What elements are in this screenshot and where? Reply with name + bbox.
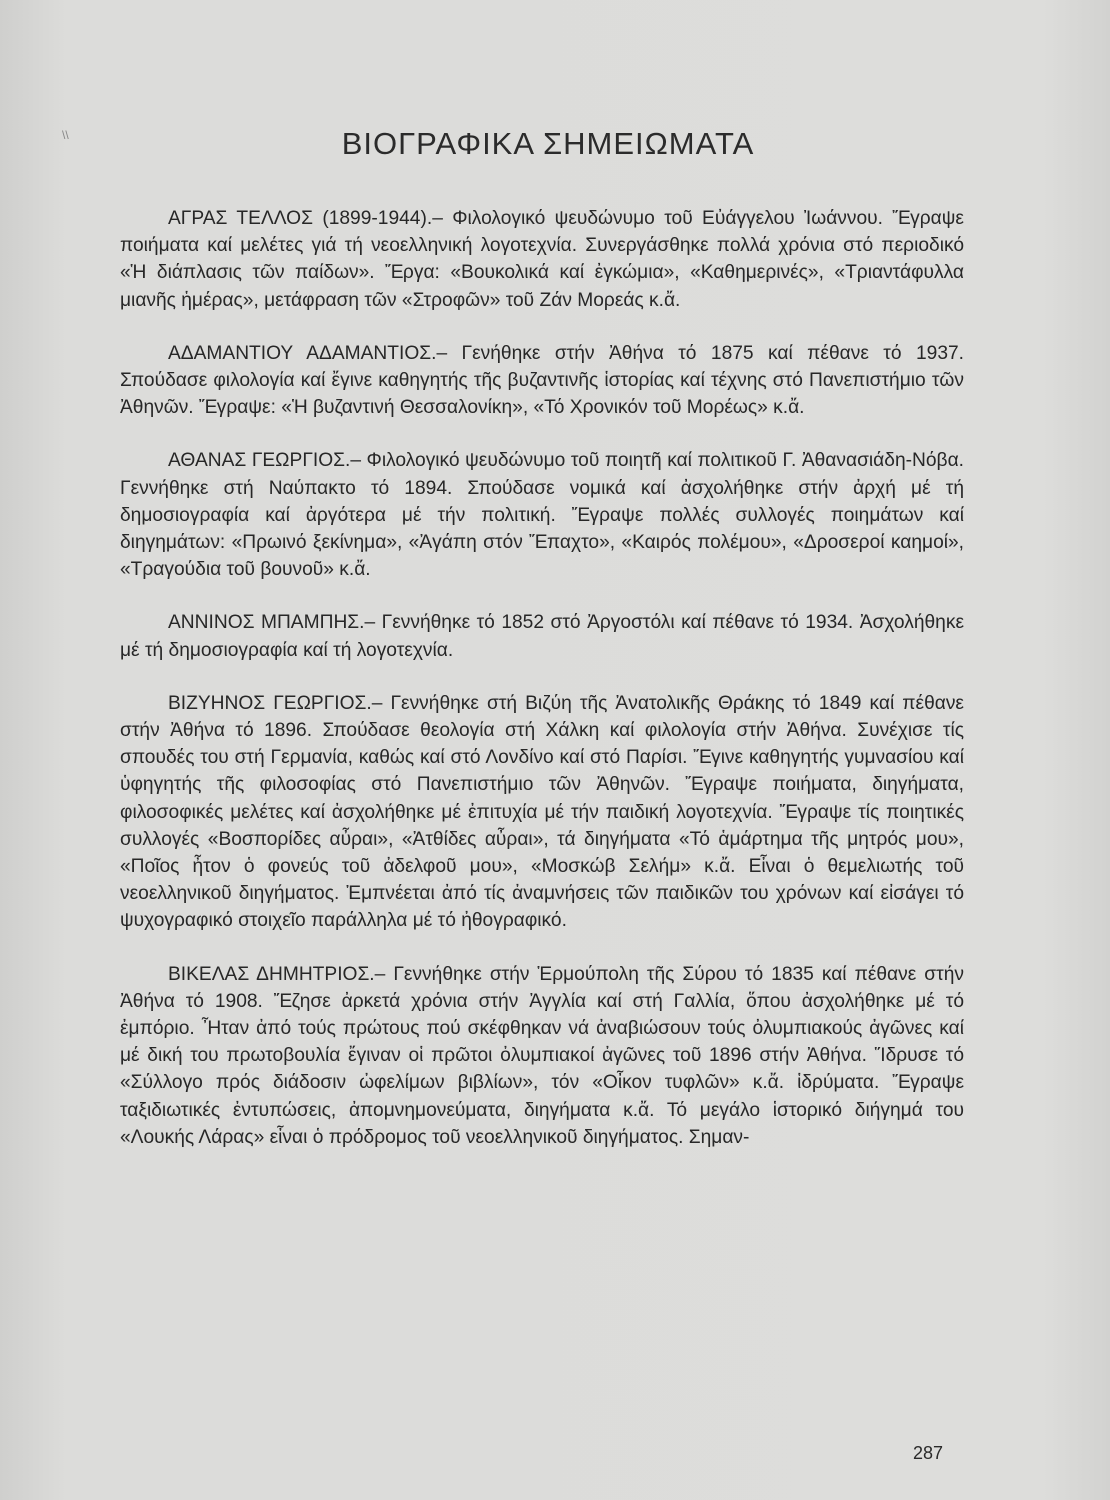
entry-vikelas-dimitrios: ΒΙΚΕΛΑΣ ΔΗΜΗΤΡΙΟΣ.– Γεννήθηκε στήν Ἑρμούπολη τῆς Σύρου τό 1835 καί πέθανε στήν Ἀθήνα τό 1908. Ἔζησε ἀρκετά χρόνια στήν Ἀγγλία καί στή Γαλλία, ὅπου ἀσχολήθηκε μέ τό ἐμπόριο. Ἦταν ἀπό τούς πρώτους πού σκέφθηκαν νά ἀναβιώσουν τούς ὀλυμπιακούς ἀγῶνες καί μέ δική του πρωτοβουλία ἔγιναν οἱ πρῶτοι ὀλυμπιακοί ἀγῶνες τοῦ 1896 στήν Ἀθήνα. Ἵδρυσε τό «Σύλλογο πρός διάδοσιν ὠφελίμων βιβλίων», τόν «Οἶκον τυφλῶν» κ.ἄ. ἱδρύματα. Ἔγραψε ταξιδιωτικές ἐντυπώσεις, ἀπομνημονεύματα, διηγήματα κ.ἄ. Τό μεγάλο ἱστορικό διήγημά του «Λουκής Λάρας» εἶναι ὁ πρόδρομος τοῦ νεοελληνικοῦ διηγήματος. Σημαν- — [120, 963, 964, 1148]
page-title: ΒΙΟΓΡΑΦΙΚΑ ΣΗΜΕΙΩΜΑΤΑ — [341, 126, 755, 161]
entry-athanas-georgios: ΑΘΑΝΑΣ ΓΕΩΡΓΙΟΣ.– Φιλολογικό ψευδώνυμο τοῦ ποιητῆ καί πολιτικοῦ Γ. Ἀθανασιάδη-Νόβα. Γεννήθηκε στή Ναύπακτο τό 1894. Σπούδασε νομικά καί ἀσχολήθηκε στήν ἀρχή μέ τή δημοσιογραφία καί ἀργότερα μέ τήν πολιτική. Ἔγραψε πολλές συλλογές ποιημάτων καί διηγημάτων: «Πρωινό ξεκίνημα», «Ἀγάπη στόν Ἔπαχτο», «Καιρός πολέμου», «Δροσεροί καημοί», «Τραγούδια τοῦ βουνοῦ» κ.ἄ. — [120, 450, 964, 581]
entry-anninos-mpampis: ΑΝΝΙΝΟΣ ΜΠΑΜΠΗΣ.– Γεννήθηκε τό 1852 στό Ἀργοστόλι καί πέθανε τό 1934. Ἀσχολήθηκε μέ τή δημοσιογραφία καί τή λογοτεχνία. — [120, 612, 964, 661]
margin-mark: \\ — [62, 128, 69, 142]
entry-adamantiou-adamantios: ΑΔΑΜΑΝΤΙΟΥ ΑΔΑΜΑΝΤΙΟΣ.– Γενήθηκε στήν Ἀθήνα τό 1875 καί πέθανε τό 1937. Σπούδασε φιλολογία καί ἔγινε καθηγητής τῆς βυζαντινῆς ἱστορίας καί τέχνης στό Πανεπιστήμιο τῶν Ἀθηνῶν. Ἔγραψε: «Ἡ βυζαντινή Θεσσαλονίκη», «Τό Χρονικόν τοῦ Μορέως» κ.ἄ. — [120, 342, 964, 419]
biography-entries — [120, 205, 964, 1151]
entry-vizyinos-georgios: ΒΙΖΥΗΝΟΣ ΓΕΩΡΓΙΟΣ.– Γεννήθηκε στή Βιζύη τῆς Ἀνατολικῆς Θράκης τό 1849 καί πέθανε στήν Ἀθήνα τό 1896. Σπούδασε θεολογία στή Χάλκη καί φιλολογία στήν Ἀθήνα. Συνέχισε τίς σπουδές του στή Γερμανία, καθώς καί στό Λονδίνο καί στό Παρίσι. Ἔγινε καθηγητής γυμνασίου καί ὑφηγητής τῆς φιλοσοφίας στό Πανεπιστήμιο τῶν Ἀθηνῶν. Ἔγραψε ποιήματα, διηγήματα, φιλοσοφικές μελέτες καί ἀσχολήθηκε μέ ἐπιτυχία μέ τήν παιδική λογοτεχνία. Ἔγραψε τίς ποιητικές συλλογές «Βοσπορίδες αὖραι», «Ἀτθίδες αὖραι», τά διηγήματα «Τό ἁμάρτημα τῆς μητρός μου», «Ποῖος ἦτον ὁ φονεύς τοῦ ἀδελφοῦ μου», «Μοσκώβ Σελήμ» κ.ἄ. Εἶναι ὁ θεμελιωτής τοῦ νεοελληνικοῦ διηγήματος. Ἐμπνέεται ἀπό τίς ἀναμνήσεις τῶν παιδικῶν του χρόνων καί εἰσάγει τό ψυχογραφικό στοιχεῖο παράλληλα μέ τό ἠθογραφικό. — [120, 692, 964, 932]
entry-agras-tellos: ΑΓΡΑΣ ΤΕΛΛΟΣ (1899-1944).– Φιλολογικό ψευδώνυμο τοῦ Εὐάγγελου Ἰωάννου. Ἔγραψε ποιήματα καί μελέτες γιά τή νεοελληνική λογοτεχνία. Συνεργάσθηκε πολλά χρόνια στό περιοδικό «Ἡ διάπλασις τῶν παίδων». Ἔργα: «Βουκολικά καί ἐγκώμια», «Καθημερινές», «Τριαντάφυλλα μιανῆς ἡμέρας», μετάφραση τῶν «Στροφῶν» τοῦ Ζάν Μορεάς κ.ἄ. — [120, 208, 964, 311]
page-number: 287 — [913, 1443, 944, 1463]
